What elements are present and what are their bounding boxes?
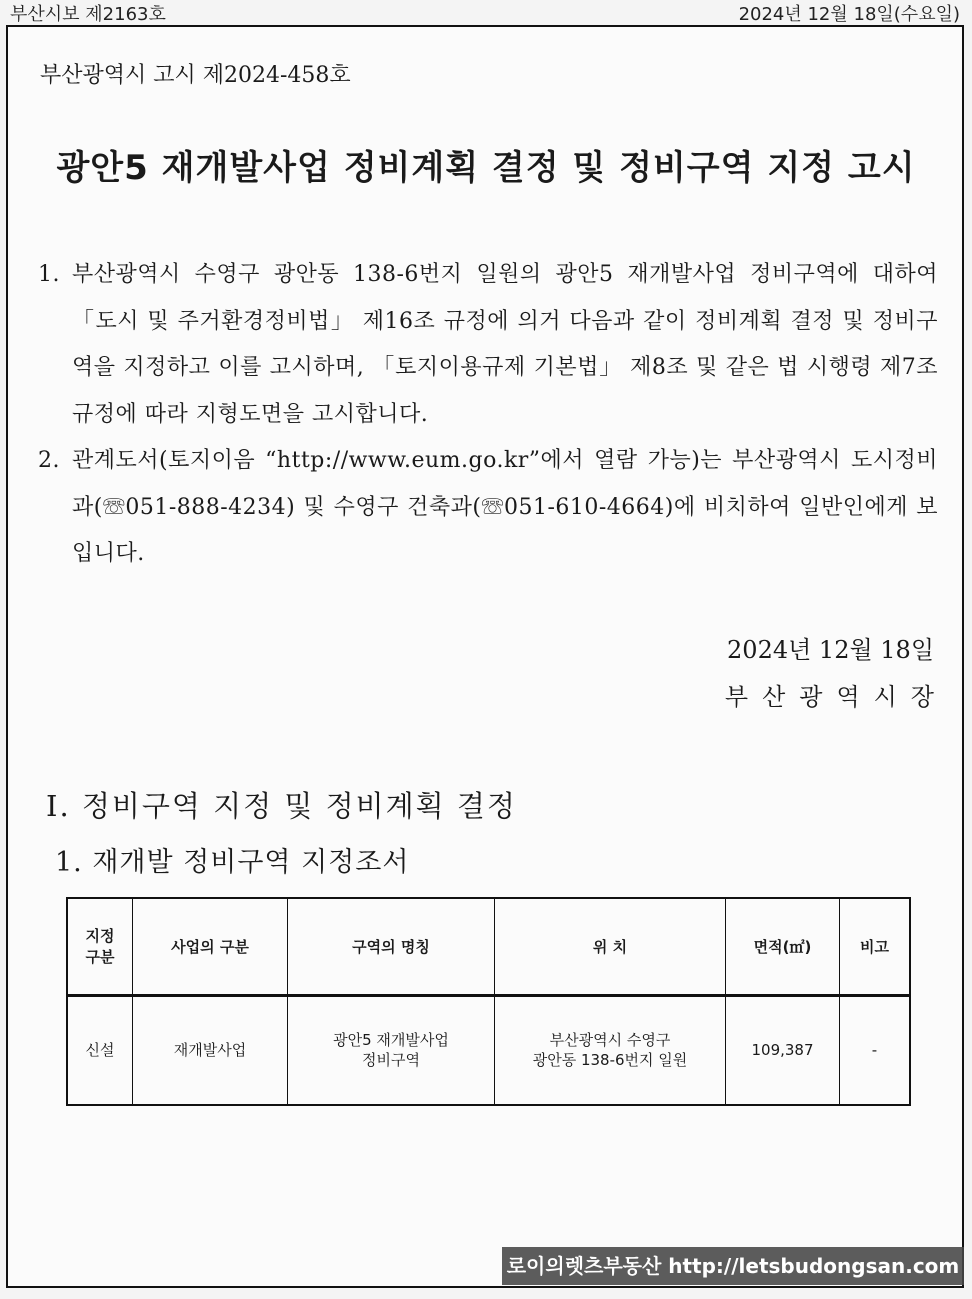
cell-area: 109,387 (726, 995, 840, 1105)
paragraph-text: 관계도서(토지이음 “http://www.eum.go.kr”에서 열람 가능)는 부산광역시 도시정비과(☏051-888-4234) 및 수영구 건축과(☏051-610-4664)에 비치하여 일반인에게 보입니다. (72, 448, 939, 566)
bulletin-date: 2024년 12월 18일(수요일) (738, 4, 960, 25)
paragraph-number: 2. (38, 448, 60, 473)
col-header-location: 위 치 (495, 898, 726, 995)
col-header-zone-name: 구역의 명칭 (288, 898, 495, 995)
notice-date: 2024년 12월 18일 (727, 636, 934, 664)
paragraph-number: 1. (38, 262, 60, 287)
col-header-designation-type: 지정 구분 (67, 898, 133, 995)
paragraph-text: 부산광역시 수영구 광안동 138-6번지 일원의 광안5 재개발사업 정비구역에 대하여 「도시 및 주거환경정비법」 제16조 규정에 의거 다음과 같이 정비계획 결정 및 정비구역을 지정하고 이를 고시하며, 「토지이용규제 기본법」 제8조 및 같은 법 시행령 제7조 규정에 따라 지형도면을 고시합니다. (72, 262, 938, 427)
paragraph-2 (38, 438, 938, 578)
watermark-banner: 로이의렛츠부동산 http://letsbudongsan.com (502, 1247, 964, 1285)
bulletin-header (0, 0, 972, 24)
table-header-row (67, 898, 910, 995)
paragraph-1 (38, 252, 938, 438)
col-header-area: 면적(㎡) (726, 898, 840, 995)
notice-signer: 부산광역시장 (724, 683, 948, 711)
notice-number: 부산광역시 고시 제2024-458호 (40, 63, 351, 88)
cell-project-type: 재개발사업 (133, 995, 288, 1105)
section-heading: Ⅰ. 정비구역 지정 및 정비계획 결정 (46, 789, 517, 823)
notice-title: 광안5 재개발사업 정비계획 결정 및 정비구역 지정 고시 (56, 148, 916, 188)
table-row (67, 995, 910, 1105)
col-header-remarks: 비고 (840, 898, 911, 995)
cell-zone-name: 광안5 재개발사업 정비구역 (288, 995, 495, 1105)
cell-designation-type: 신설 (67, 995, 133, 1105)
cell-location: 부산광역시 수영구 광안동 138-6번지 일원 (495, 995, 726, 1105)
subsection-heading: 1. 재개발 정비구역 지정조서 (55, 847, 410, 878)
cell-remarks: - (840, 995, 911, 1105)
col-header-project-type: 사업의 구분 (133, 898, 288, 995)
bulletin-issue: 부산시보 제2163호 (10, 4, 166, 25)
designation-table (66, 897, 911, 1106)
